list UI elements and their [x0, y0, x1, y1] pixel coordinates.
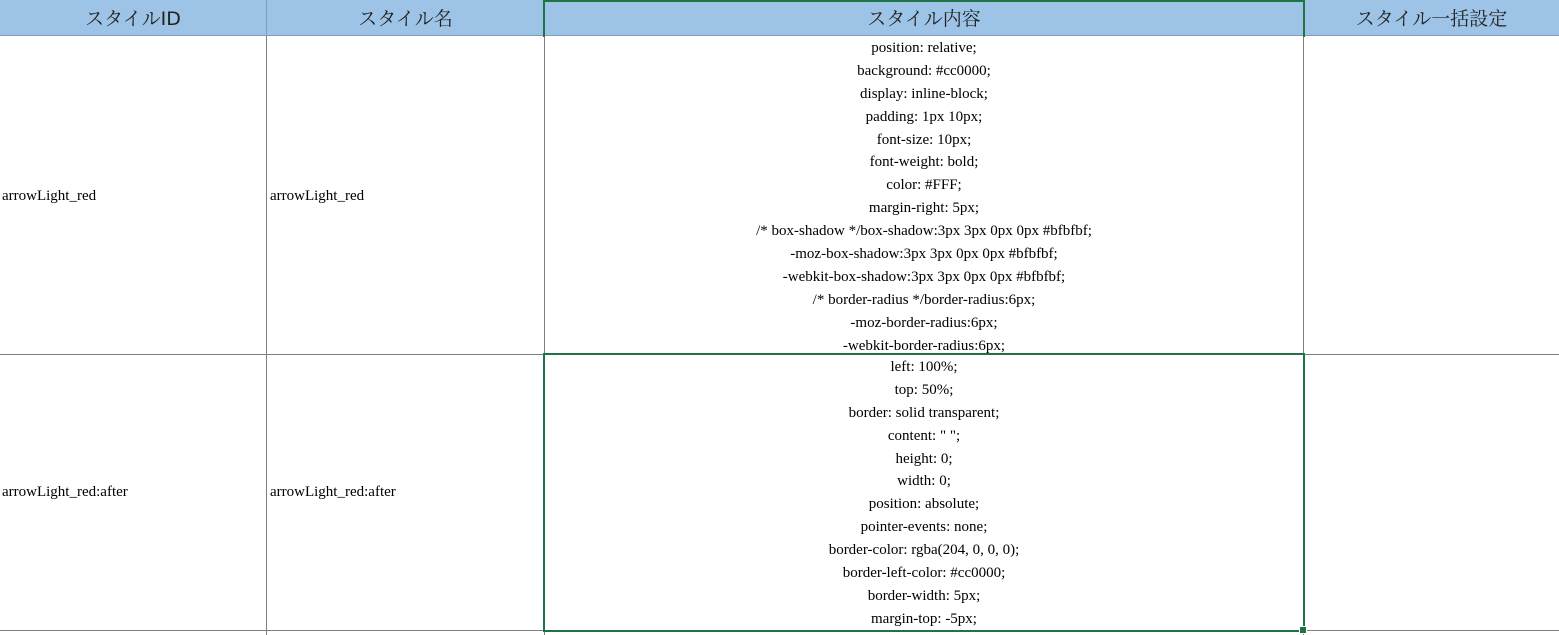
style-line: /* box-shadow */box-shadow:3px 3px 0px 0px #bfbfbf; [756, 223, 1092, 240]
column-divider [1303, 36, 1304, 635]
style-line: border-width: 5px; [867, 587, 981, 604]
style-line: font-size: 10px; [876, 131, 972, 148]
cell-style-id[interactable]: arrowLight_red:after [2, 484, 128, 500]
style-line: border-color: rgba(204, 0, 0, 0); [828, 542, 1020, 559]
style-line: font-weight: bold; [869, 154, 979, 171]
cell-style-content[interactable] [545, 37, 1303, 357]
header-style-name[interactable]: スタイル名 [267, 0, 545, 36]
style-line: border-left-color: #cc0000; [842, 565, 1006, 582]
header-style-bulk-setting[interactable]: スタイル一括設定 [1304, 0, 1559, 36]
cell-style-id[interactable]: arrowLight_red [2, 188, 97, 204]
style-line: background: #cc0000; [857, 62, 991, 79]
style-line: border: solid transparent; [848, 404, 1000, 421]
cell-style-content[interactable] [545, 356, 1303, 631]
style-line: color: #FFF; [886, 177, 962, 194]
style-line: display: inline-block; [860, 85, 988, 102]
style-line: width: 0; [897, 473, 951, 490]
style-line: -webkit-box-shadow:3px 3px 0px 0px #bfbfbf; [782, 268, 1066, 285]
fill-handle[interactable] [1299, 626, 1307, 634]
style-line: height: 0; [895, 450, 953, 467]
style-line: pointer-events: none; [860, 519, 988, 536]
style-line: margin-top: -5px; [871, 610, 977, 627]
header-style-content[interactable]: スタイル内容 [545, 0, 1304, 36]
style-line: -moz-border-radius:6px; [850, 314, 998, 331]
style-line: -moz-box-shadow:3px 3px 0px 0px #bfbfbf; [790, 246, 1058, 263]
column-divider [266, 36, 267, 635]
style-line: content: " "; [887, 427, 961, 444]
style-line: top: 50%; [894, 381, 954, 398]
header-style-id[interactable]: スタイルID [0, 0, 267, 36]
style-line: padding: 1px 10px; [865, 108, 983, 125]
cell-style-name[interactable]: arrowLight_red [270, 188, 365, 204]
cell-style-name[interactable]: arrowLight_red:after [270, 484, 396, 500]
style-line: left: 100%; [890, 359, 958, 375]
style-line: -webkit-border-radius:6px; [842, 337, 1006, 354]
style-line: margin-right: 5px; [868, 200, 980, 217]
style-line: position: relative; [871, 40, 977, 56]
style-line: position: absolute; [868, 496, 980, 513]
style-line: /* border-radius */border-radius:6px; [812, 291, 1036, 308]
